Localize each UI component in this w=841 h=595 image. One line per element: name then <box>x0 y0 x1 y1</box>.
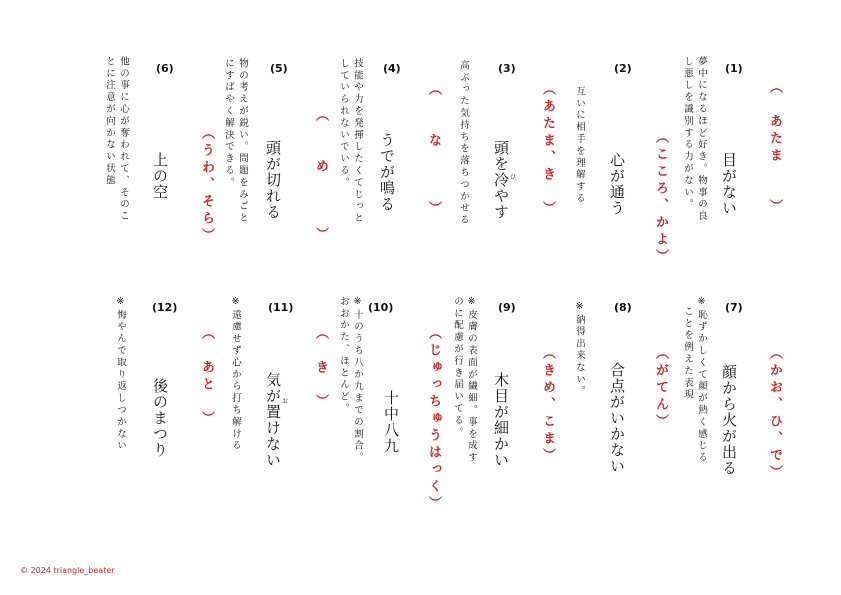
idiom-title: 顔から火が出る <box>720 364 738 476</box>
answer-text: （ あたま ） <box>767 80 782 216</box>
idiom-title: 心が通う <box>608 152 626 216</box>
idiom-title: 頭を冷やす <box>492 140 510 220</box>
idiom-definition: 物の考えが鋭い。問題をみごと <box>237 58 248 225</box>
ruby-text: ひ <box>510 174 517 181</box>
answer-text: （ な ） <box>426 82 441 218</box>
idiom-definition: のに配慮が行き届いてる。 <box>452 296 463 439</box>
idiom-title: うでが鳴る <box>378 132 396 212</box>
answer-text: （こころ、かよ） <box>653 130 668 266</box>
idiom-definition: 他の事に心が奪われて、そのこ <box>118 56 129 223</box>
idiom-title: 頭が切れる <box>264 140 282 220</box>
item-number: (8) <box>614 301 632 314</box>
idiom-definition: 夢中になるほど好き。物事の良 <box>696 56 707 223</box>
answer-text: （がてん） <box>653 346 668 431</box>
answer-text: （じゅっちゅうはっく） <box>426 326 441 513</box>
answer-text: （ き ） <box>313 326 328 411</box>
answer-text: （きめ、こま） <box>540 346 555 465</box>
idiom-definition: ※十のうち八か九までの割合。 <box>352 296 363 465</box>
answer-text: （うわ、そら） <box>199 126 214 245</box>
idiom-title: 十中八九 <box>382 390 400 454</box>
item-number: (2) <box>614 62 632 75</box>
item-number: (12) <box>152 301 178 314</box>
item-number: (7) <box>725 301 743 314</box>
idiom-definition: 高ぶった気持ちを落ちつかせる <box>458 60 469 227</box>
idiom-definition: とに注意が向かない状態 <box>104 56 115 187</box>
idiom-title: 目がない <box>720 152 738 216</box>
idiom-definition: していられないでいる。 <box>338 58 349 189</box>
item-number: (9) <box>498 301 516 314</box>
answer-text: （かお、ひ、で） <box>767 346 782 482</box>
answer-text: （あたま、き ） <box>540 82 555 218</box>
idiom-definition: 互いに相手を理解する <box>574 86 585 205</box>
idiom-definition: にすばやく解決できる。 <box>223 58 234 189</box>
idiom-title: 上の空 <box>151 152 169 200</box>
idiom-title: 後のまつり <box>151 378 169 458</box>
answer-text: （ め ） <box>313 108 328 244</box>
idiom-title: 合点がいかない <box>608 362 626 474</box>
idiom-definition: ※納得出来ない。 <box>574 301 585 398</box>
idiom-title: 気が置けない <box>264 372 282 468</box>
idiom-definition: 技能や力を発揮したくてじっと <box>352 58 363 225</box>
item-number: (1) <box>725 62 743 75</box>
idiom-definition: ※悔やんで取り返しつかない <box>115 296 126 453</box>
idiom-definition: し悪しを識別する力がない。 <box>682 56 693 211</box>
idiom-definition: ※恥ずかしくて顔が熱く感じる <box>696 296 707 465</box>
idiom-title: 木目が細かい <box>492 372 510 468</box>
item-number: (6) <box>156 62 174 75</box>
idiom-definition: ことを例えた表現 <box>682 306 693 402</box>
item-number: (10) <box>368 301 394 314</box>
ruby-text: お <box>282 398 289 405</box>
copyright-text: © 2024 triangle_beater <box>20 566 115 575</box>
idiom-definition: ※遠慮せず心から打ち解ける <box>230 296 241 453</box>
item-number: (11) <box>268 301 294 314</box>
item-number: (3) <box>498 62 516 75</box>
idiom-definition: おおかた、ほとんど。 <box>338 296 349 415</box>
item-number: (4) <box>383 62 401 75</box>
item-number: (5) <box>270 62 288 75</box>
idiom-definition: ※皮膚の表面が繊細。事を成す <box>466 296 477 465</box>
answer-text: （ あと ） <box>199 326 214 428</box>
